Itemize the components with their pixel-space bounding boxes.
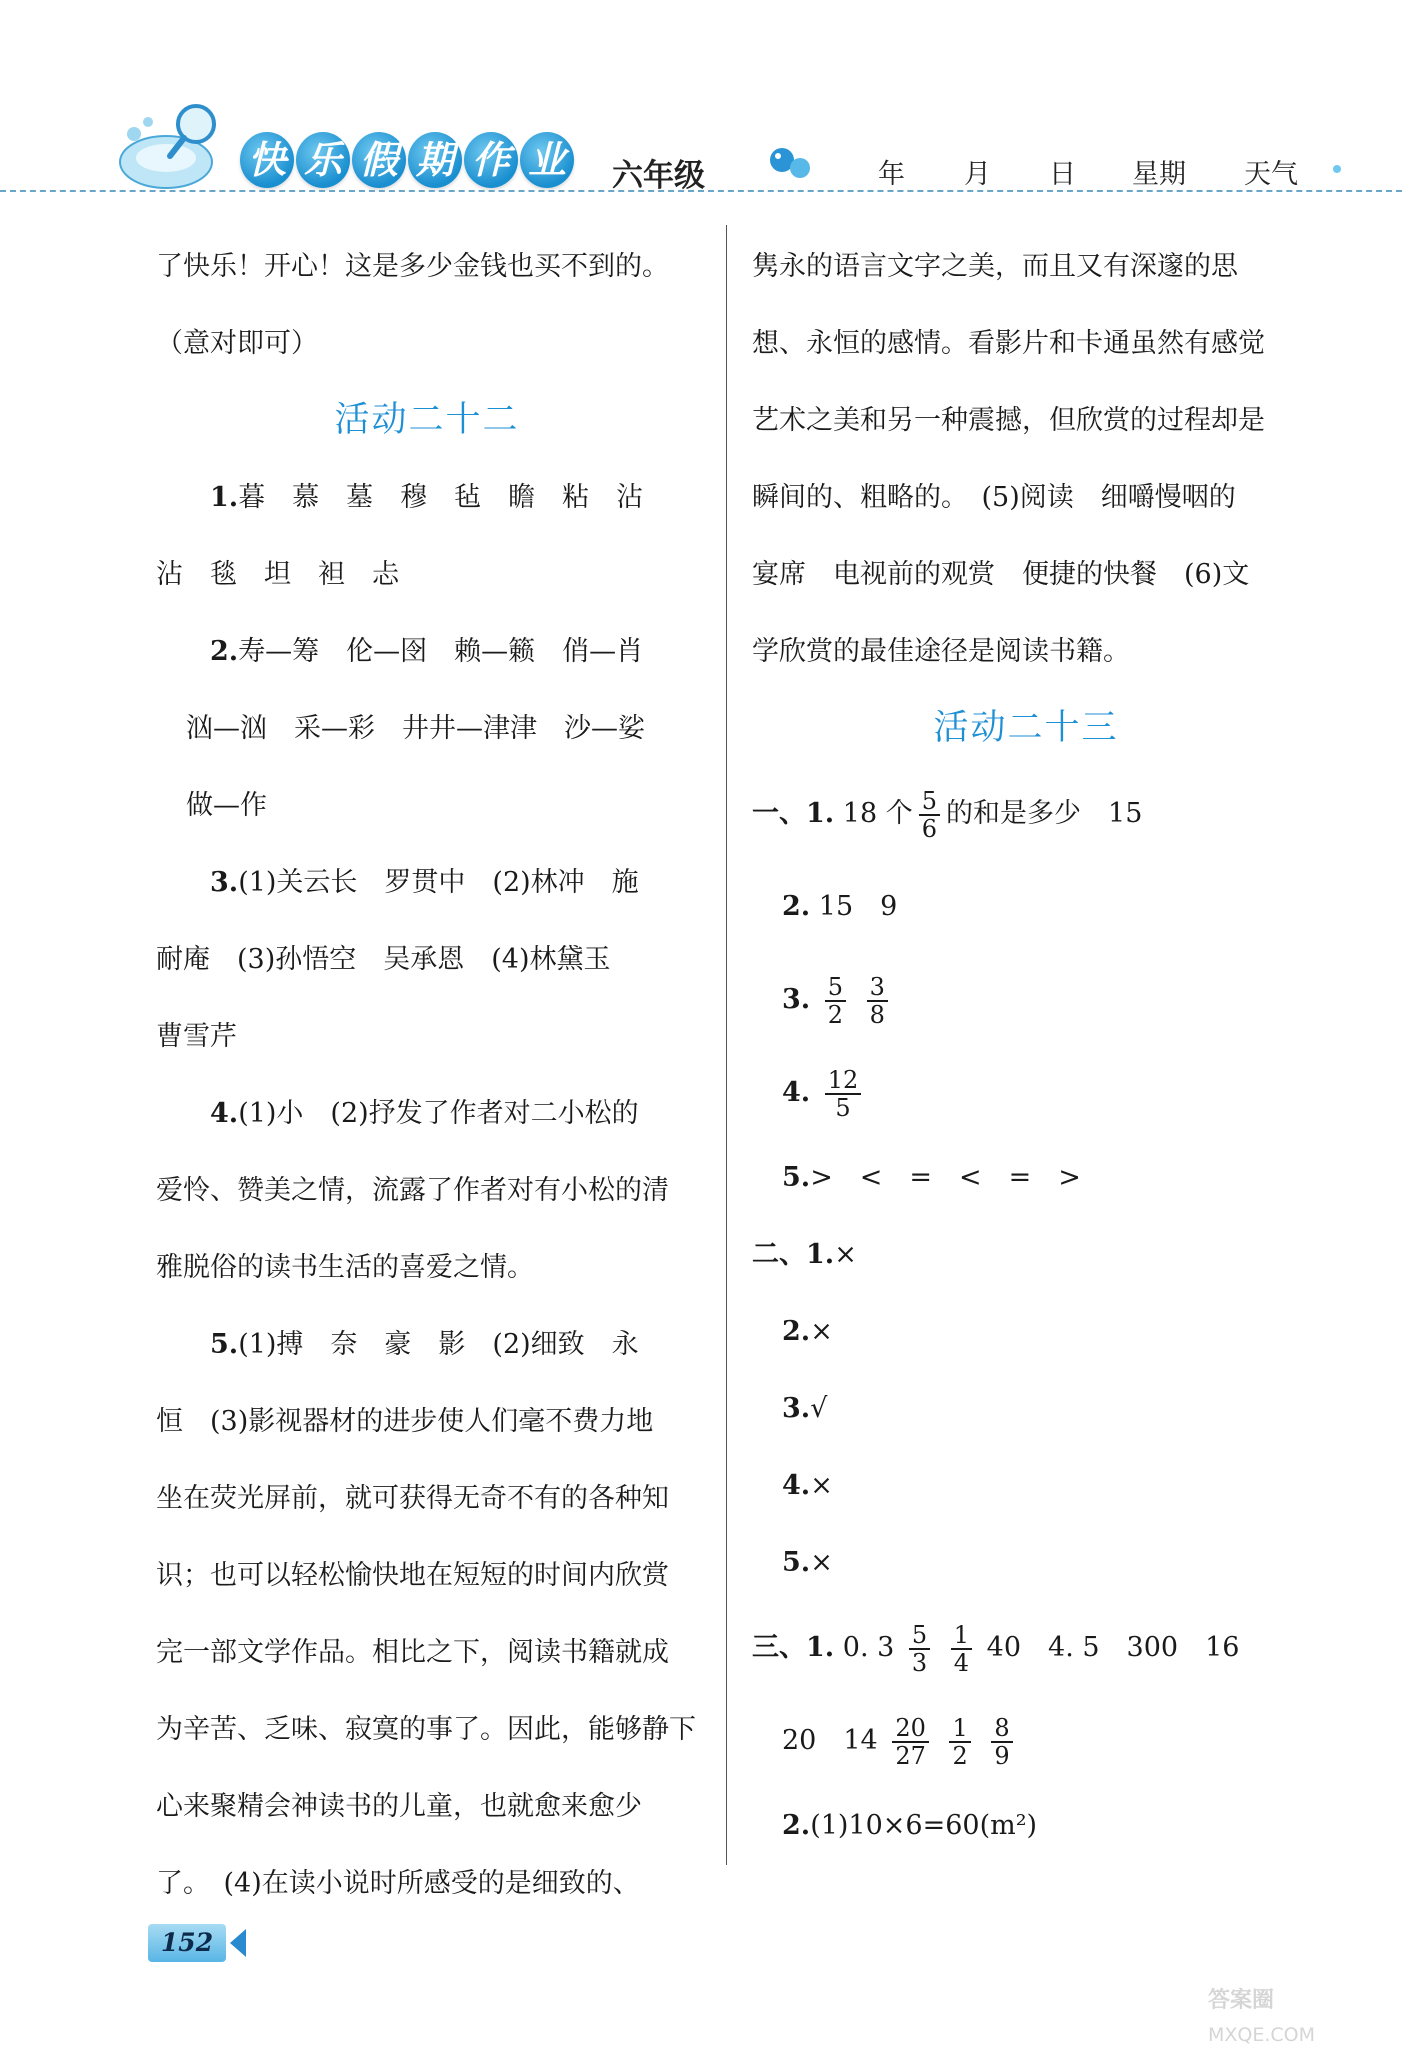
title-char: 假 [352, 132, 406, 188]
answer-4 [156, 1075, 698, 1152]
right-column [752, 228, 1300, 1864]
fraction [825, 1067, 862, 1121]
answer-text: > < = < = > [810, 1162, 1081, 1193]
text-line: （意对即可） [156, 328, 318, 359]
denominator: 2 [827, 1000, 844, 1029]
watermark-text: 答案圈 [1208, 1988, 1275, 2013]
answer-text: 18 个 [842, 798, 913, 829]
text-line: 艺术之美和另一种震撼，但欣赏的过程却是 [752, 405, 1265, 436]
math-answer-1-2 [752, 860, 1300, 953]
math-answer-1-1 [752, 767, 1300, 860]
question-number: 1. [806, 1632, 835, 1663]
fraction [909, 1622, 930, 1676]
page-arrow-icon [230, 1929, 246, 1957]
answer-text: 40 4. 5 300 16 [986, 1632, 1240, 1663]
question-number: 5. [782, 1162, 811, 1193]
denominator: 5 [835, 1093, 851, 1122]
text-line: 恒 (3)影视器材的进步使人们毫不费力地 [156, 1406, 654, 1437]
page-number: 152 [148, 1924, 226, 1962]
denominator: 3 [911, 1648, 928, 1677]
answer-text: 寿—筹 伦—囹 赖—籁 俏—肖 [238, 636, 644, 667]
question-number: 1. [210, 482, 239, 513]
fraction [892, 1715, 929, 1769]
question-number: 3. [210, 867, 239, 898]
fraction [825, 974, 846, 1028]
answer-3 [156, 844, 698, 921]
part-label: 一、 [752, 798, 806, 829]
question-number: 2. [210, 636, 239, 667]
left-column [156, 228, 698, 1922]
judge-answer-1 [752, 1216, 1300, 1293]
question-number: 4. [782, 1470, 811, 1501]
text-line: 做—作 [186, 790, 267, 821]
title-char: 作 [464, 132, 518, 188]
text-line: 瞬间的、粗略的。 (5)阅读 细嚼慢咽的 [752, 482, 1236, 513]
text-line: 沾 毯 坦 袒 忐 [156, 559, 399, 590]
date-day-label: 日 [1049, 159, 1076, 190]
denominator: 9 [994, 1741, 1010, 1770]
numerator: 8 [991, 1715, 1012, 1743]
judge-mark: × [810, 1547, 833, 1578]
denominator: 8 [869, 1000, 885, 1029]
answer-text: (1)搏 奈 豪 影 (2)细致 永 [238, 1329, 639, 1360]
calc-answer-1-row2 [752, 1694, 1300, 1787]
header-dot [1333, 165, 1341, 173]
denominator: 4 [953, 1648, 970, 1677]
question-number: 1. [806, 1239, 835, 1270]
math-answer-1-5 [752, 1139, 1300, 1216]
judge-mark: × [810, 1470, 833, 1501]
answer-text: 的和是多少 15 [946, 798, 1143, 829]
judge-answer-4 [752, 1447, 1300, 1524]
text-line: 汹—汹 采—彩 井井—津津 沙—娑 [186, 713, 645, 744]
text-line: 耐庵 (3)孙悟空 吴承恩 (4)林黛玉 [156, 944, 611, 975]
answer-1 [156, 459, 698, 536]
answer-text: 20 14 [782, 1725, 878, 1756]
text-line: 隽永的语言文字之美，而且又有深邃的思 [752, 251, 1238, 282]
denominator: 6 [921, 814, 938, 843]
text-line: 坐在荧光屏前，就可获得无奇不有的各种知 [156, 1483, 669, 1514]
column-divider [726, 225, 727, 1865]
watermark-url: MXQE.COM [1208, 2024, 1316, 2046]
numerator: 3 [867, 974, 888, 1002]
part-label: 二、 [752, 1239, 806, 1270]
question-number: 5. [210, 1329, 239, 1360]
text-line: 了快乐！开心！这是多少金钱也买不到的。 [156, 251, 669, 282]
part-label: 三、 [752, 1632, 806, 1663]
fraction [919, 788, 940, 842]
grade-label: 六年级 [612, 158, 705, 194]
text-line: 曹雪芹 [156, 1021, 237, 1052]
numerator: 5 [919, 788, 940, 816]
text-line: 爱怜、赞美之情，流露了作者对有小松的清 [156, 1175, 669, 1206]
calc-answer-1 [752, 1601, 1300, 1694]
date-year-label: 年 [878, 159, 905, 190]
question-number: 2. [782, 1810, 811, 1841]
judge-mark: √ [810, 1393, 828, 1424]
math-answer-1-3 [752, 953, 1300, 1046]
numerator: 5 [909, 1622, 930, 1650]
weather-label: 天气 [1244, 159, 1298, 190]
question-number: 2. [782, 1316, 811, 1347]
answer-text: (1)小 (2)抒发了作者对二小松的 [238, 1098, 639, 1129]
question-number: 1. [806, 798, 835, 829]
text-line: 识；也可以轻松愉快地在短短的时间内欣赏 [156, 1560, 669, 1591]
denominator: 27 [895, 1741, 926, 1770]
title-char: 期 [408, 132, 462, 188]
judge-answer-5 [752, 1524, 1300, 1601]
book-title [240, 132, 574, 188]
judge-mark: × [834, 1239, 857, 1270]
section-title: 活动二十二 [334, 400, 520, 440]
judge-answer-2 [752, 1293, 1300, 1370]
numerator: 5 [825, 974, 846, 1002]
text-line: 心来聚精会神读书的儿童，也就愈来愈少 [156, 1791, 642, 1822]
watermark-logo [1200, 1975, 1390, 2053]
date-month-label: 月 [964, 159, 991, 190]
text-line: 宴席 电视前的观赏 便捷的快餐 (6)文 [752, 559, 1250, 590]
answer-text: 暮 慕 墓 穆 毡 瞻 粘 沾 [238, 482, 644, 513]
answer-text: (1)10×6=60(m²) [810, 1810, 1038, 1841]
fraction [949, 1715, 970, 1769]
answer-text: (1)关云长 罗贯中 (2)林冲 施 [238, 867, 639, 898]
text-line: 雅脱俗的读书生活的喜爱之情。 [156, 1252, 534, 1283]
numerator: 12 [825, 1067, 862, 1095]
answer-text: 0. 3 [842, 1632, 895, 1663]
magnifier-cartoon-icon [108, 100, 238, 200]
text-line: 想、永恒的感情。看影片和卡通虽然有感觉 [752, 328, 1265, 359]
fraction [991, 1715, 1012, 1769]
judge-answer-3 [752, 1370, 1300, 1447]
title-char: 快 [240, 132, 294, 188]
numerator: 1 [949, 1715, 970, 1743]
bubbles-icon [768, 146, 816, 180]
question-number: 3. [782, 984, 811, 1015]
question-number: 3. [782, 1393, 811, 1424]
question-number: 4. [782, 1077, 811, 1108]
text-line: 学欣赏的最佳途径是阅读书籍。 [752, 636, 1130, 667]
text-line: 完一部文学作品。相比之下，阅读书籍就成 [156, 1637, 669, 1668]
header-rule [0, 190, 1402, 192]
weekday-label: 星期 [1132, 159, 1186, 190]
denominator: 2 [952, 1741, 968, 1770]
text-line: 为辛苦、乏味、寂寞的事了。因此，能够静下 [156, 1714, 696, 1745]
title-char: 乐 [296, 132, 350, 188]
judge-mark: × [810, 1316, 833, 1347]
math-answer-1-4 [752, 1046, 1300, 1139]
calc-answer-2 [752, 1787, 1300, 1864]
fraction [951, 1622, 972, 1676]
question-number: 5. [782, 1547, 811, 1578]
answer-text: 15 9 [818, 891, 898, 922]
question-number: 4. [210, 1098, 239, 1129]
answer-2 [156, 613, 698, 690]
title-char: 业 [520, 132, 574, 188]
answer-5 [156, 1306, 698, 1383]
question-number: 2. [782, 891, 811, 922]
numerator: 1 [951, 1622, 972, 1650]
numerator: 20 [892, 1715, 929, 1743]
fraction [867, 974, 888, 1028]
text-line: 了。 (4)在读小说时所感受的是细致的、 [156, 1868, 640, 1899]
page-header [0, 0, 1402, 200]
section-title: 活动二十三 [933, 708, 1119, 748]
